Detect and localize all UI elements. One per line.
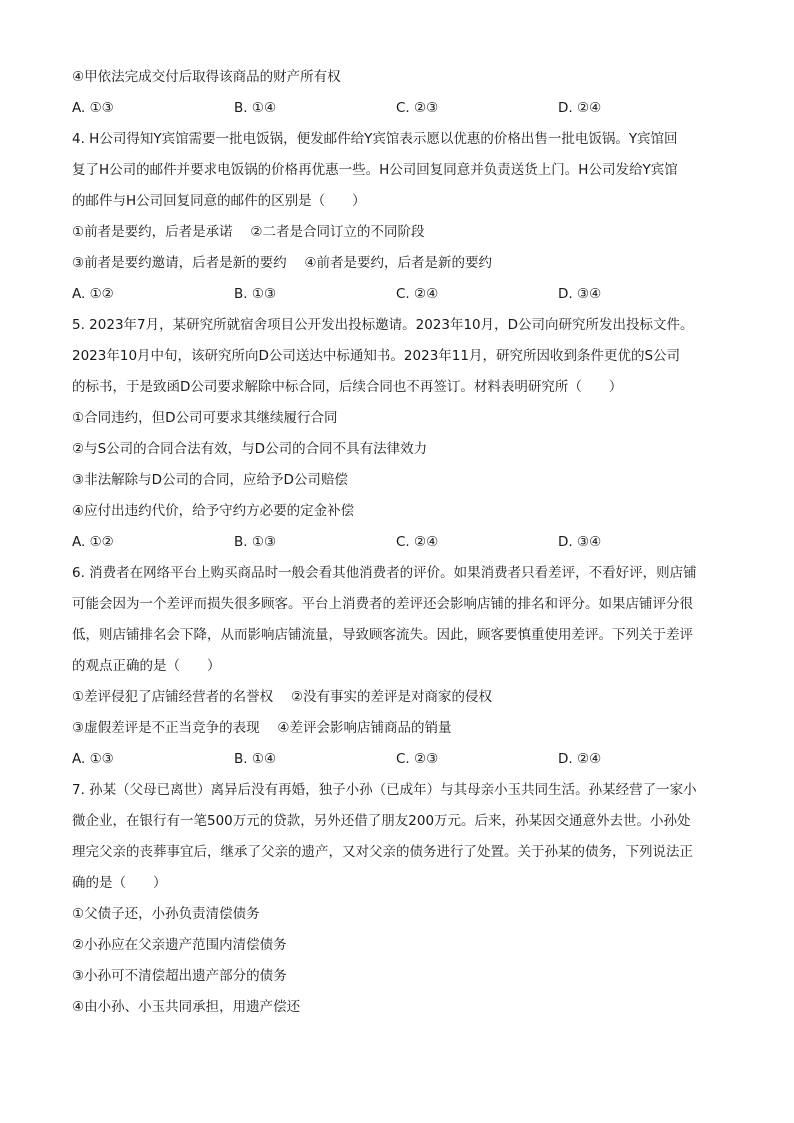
option-d: D. ③④ xyxy=(558,534,602,550)
q5-choice: ④应付出违约代价，给予守约方必要的定金补偿 xyxy=(72,503,355,519)
q5-stem-line: 2023年10月中旬，该研究所向D公司送达中标通知书。2023年11月，研究所因收到条件更优的S公司 xyxy=(72,348,681,364)
option-d: D. ②④ xyxy=(558,751,602,767)
q6-stem-line: 可能会因为一个差评而损失很多顾客。平台上消费者的差评还会影响店铺的排名和评分。如果店铺评分很 xyxy=(72,596,693,612)
q7-stem-line: 7. 孙某（父母已离世）离异后没有再婚，独子小孙（已成年）与其母亲小玉共同生活。孙某经营了一家小 xyxy=(72,782,697,798)
option-d: D. ③④ xyxy=(558,286,602,302)
q5-choice: ③非法解除与D公司的合同，应给予D公司赔偿 xyxy=(72,472,348,488)
q6-stem-line: 的观点正确的是（ ） xyxy=(72,658,221,674)
option-b: B. ①③ xyxy=(234,286,277,302)
option-c: C. ②④ xyxy=(396,286,439,302)
q3-choice-4: ④甲依法完成交付后取得该商品的财产所有权 xyxy=(72,69,341,85)
q3-options xyxy=(72,93,722,124)
q4-stem-line: 的邮件与H公司回复同意的邮件的区别是（ ） xyxy=(72,193,366,209)
q7-stem-line: 理完父亲的丧葬事宜后，继承了父亲的遗产，又对父亲的债务进行了处置。关于孙某的债务，下列说法正 xyxy=(72,844,693,860)
q7-choice: ③小孙可不清偿超出遗产部分的债务 xyxy=(72,968,287,984)
q7-choice: ①父债子还，小孙负责清偿债务 xyxy=(72,906,260,922)
q6-options xyxy=(72,744,722,775)
q5-stem-line: 的标书，于是致函D公司要求解除中标合同，后续合同也不再签订。材料表明研究所（ ） xyxy=(72,379,623,395)
q6-stem-line: 6. 消费者在网络平台上购买商品时一般会看其他消费者的评价。如果消费者只看差评，不看好评，则店铺 xyxy=(72,565,697,581)
option-d: D. ②④ xyxy=(558,100,602,116)
q4-options xyxy=(72,279,722,310)
q7-choice: ②小孙应在父亲遗产范围内清偿债务 xyxy=(72,937,287,953)
q6-choice-row: ①差评侵犯了店铺经营者的名誉权 ②没有事实的差评是对商家的侵权 xyxy=(72,689,492,705)
q4-stem-line: 复了H公司的邮件并要求电饭锅的价格再优惠一些。H公司回复同意并负责送货上门。H公司发给Y宾馆 xyxy=(72,162,678,178)
q4-choice-row: ③前者是要约邀请，后者是新的要约 ④前者是要约，后者是新的要约 xyxy=(72,255,492,271)
option-c: C. ②③ xyxy=(396,751,439,767)
exam-page xyxy=(72,62,722,1023)
q6-stem-line: 低，则店铺排名会下降，从而影响店铺流量，导致顾客流失。因此，顾客要慎重使用差评。下列关于差评 xyxy=(72,627,693,643)
option-a: A. ①② xyxy=(72,286,114,302)
q5-choice: ②与S公司的合同合法有效，与D公司的合同不具有法律效力 xyxy=(72,441,428,457)
q6-choice-row: ③虚假差评是不正当竞争的表现 ④差评会影响店铺商品的销量 xyxy=(72,720,452,736)
q4-choice-row: ①前者是要约，后者是承诺 ②二者是合同订立的不同阶段 xyxy=(72,224,425,240)
option-a: A. ①② xyxy=(72,534,114,550)
q7-stem-line: 确的是（ ） xyxy=(72,875,167,891)
option-b: B. ①④ xyxy=(234,751,277,767)
option-b: B. ①④ xyxy=(234,100,277,116)
q5-choice: ①合同违约，但D公司可要求其继续履行合同 xyxy=(72,410,338,426)
q5-stem-line: 5. 2023年7月，某研究所就宿舍项目公开发出投标邀请。2023年10月，D公司向研究所发出投标文件。 xyxy=(72,317,694,333)
option-c: C. ②④ xyxy=(396,534,439,550)
q7-choice: ④由小孙、小玉共同承担，用遗产偿还 xyxy=(72,999,301,1015)
option-c: C. ②③ xyxy=(396,100,439,116)
option-a: A. ①③ xyxy=(72,100,114,116)
q5-options xyxy=(72,527,722,558)
option-a: A. ①③ xyxy=(72,751,114,767)
q4-stem-line: 4. H公司得知Y宾馆需要一批电饭锅，便发邮件给Y宾馆表示愿以优惠的价格出售一批电饭锅。Y宾馆回 xyxy=(72,131,678,147)
option-b: B. ①③ xyxy=(234,534,277,550)
q7-stem-line: 微企业，在银行有一笔500万元的贷款，另外还借了朋友200万元。后来，孙某因交通意外去世。小孙处 xyxy=(72,813,691,829)
